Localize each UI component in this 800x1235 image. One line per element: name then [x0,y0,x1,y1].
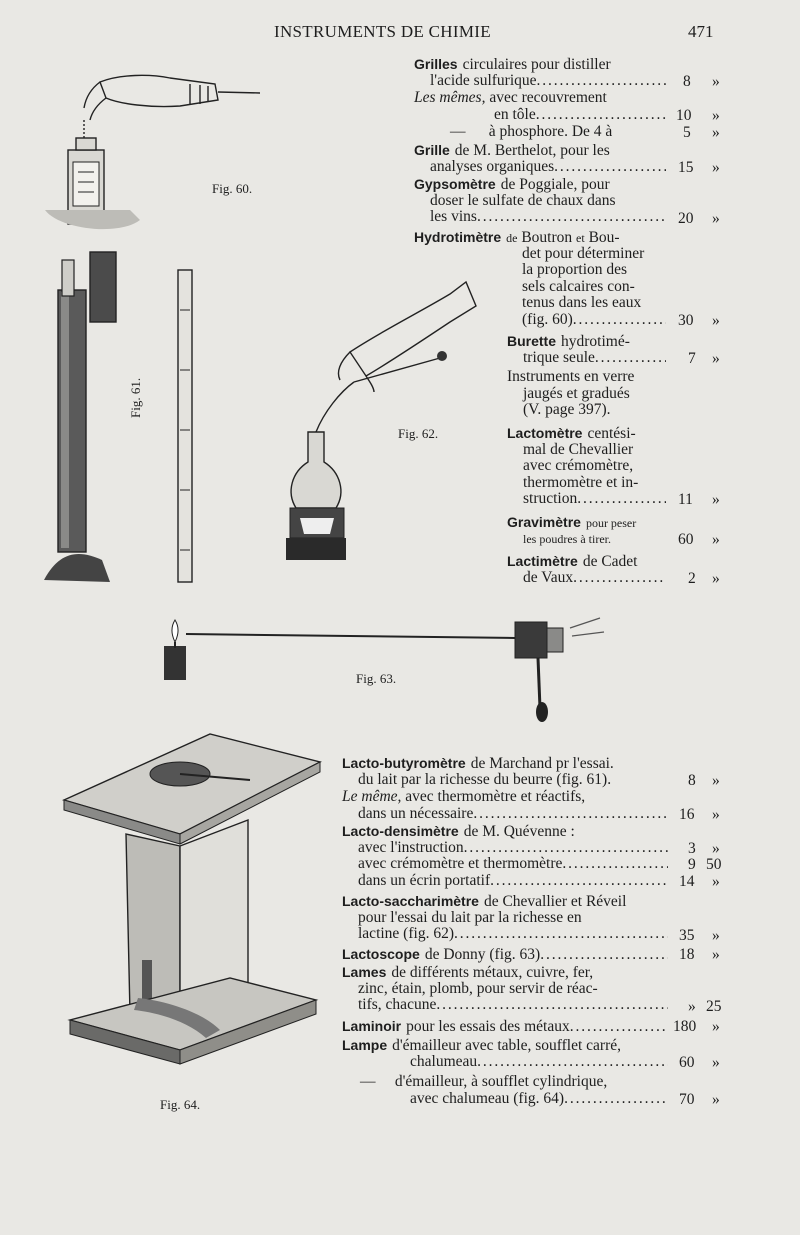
entry-text: avec thermomètre et réactifs, [405,788,586,805]
entry-gravimetre [507,514,667,547]
entry-text: la proportion des [522,261,628,278]
fig-64-label: Fig. 64. [160,1097,201,1112]
price: 14 [679,873,695,890]
entry-text: (V. page 397). [523,401,611,418]
term: Lacto-densimètre [342,823,459,839]
entry-text: Boutron [521,229,573,246]
entry-text: chalumeau [410,1052,478,1070]
entry-text: Bou- [588,229,620,246]
entry-text: de Poggiale, pour [500,176,610,193]
entry-text: lactine (fig. 62) [358,925,454,942]
entry-text: trique seule [523,348,595,366]
price-unit: » [712,873,720,890]
fig-63-label: Fig. 63. [356,671,397,686]
entry-laminoir [342,1018,668,1035]
entry-text: analyses organiques [430,157,555,175]
price-unit: » [712,1091,720,1108]
entry-grille-berthelot [414,142,666,175]
entry-lactimetre [507,553,666,586]
entry-text: les vins [430,208,477,225]
entry-grilles [414,56,666,89]
price: 15 [678,159,694,176]
price-unit: » [712,1054,720,1071]
entry-text: du lait par la richesse du beurre (fig. 61). [358,770,612,788]
entry-text: sels calcaires con- [522,277,635,295]
entry-text: de M. Berthelot, pour les [454,142,610,159]
entry-text: d'émailleur avec table, soufflet carré, [392,1037,621,1054]
entry-text: l'acide sulfurique [430,71,537,89]
fig-61-illustration [40,250,220,590]
term: Lames [342,964,387,980]
entry-text: Les mêmes, [414,89,486,106]
entry-saccharimetre [342,893,668,943]
entry-text: de Vaux [523,568,574,586]
price: 11 [678,491,693,508]
entry-text: pour l'essai du lait par la richesse en [358,908,582,926]
term: Lampe [342,1037,388,1053]
term: Gypsomètre [414,176,496,192]
term: Lactoscope [342,946,420,962]
price-unit: » [712,570,720,587]
entry-text: en tôle [494,105,536,123]
entry-text: à phosphore. De 4 à [488,123,613,140]
fig-62-label: Fig. 62. [398,426,439,441]
price-unit: » [712,350,720,367]
entry-text: centési- [587,425,636,442]
price: 8 [683,73,691,90]
entry-text: det pour déterminer [522,244,645,262]
price-unit: » [712,73,720,90]
price-unit: » [712,107,720,124]
entry-lactometre [507,425,666,508]
fig-63-illustration [160,608,620,728]
price-unit: » [712,927,720,944]
entry-text: avec recouvrement [489,89,607,106]
price: 30 [678,312,694,329]
entry-text: zinc, étain, plomb, pour servir de réac- [358,979,598,997]
entry-text: Instruments en verre [507,368,635,385]
price-unit: » [712,772,720,789]
page-header [0,22,800,46]
price: 2 [688,570,696,587]
entry-lactoscope [342,946,668,963]
price: » [688,998,696,1015]
entry-text: tenus dans les eaux [522,294,642,311]
term: Burette [507,333,557,349]
price: 3 [688,840,696,857]
price: 16 [679,806,695,823]
entry-text: hydrotimé- [561,333,630,350]
entry-lampe [342,1037,668,1070]
entry-text: struction [523,490,578,507]
entry-text: les poudres à tirer. [523,531,611,546]
term: Grille [414,142,450,158]
entry-text: de Chevallier et Réveil [483,893,627,910]
fig-60-illustration [40,60,260,240]
entry-text: pour peser [585,516,637,530]
price: 8 [688,772,696,789]
entry-text: de Marchand pr l'essai. [470,755,614,772]
price-unit: » [712,946,720,963]
entry-text: de Cadet [582,553,638,570]
entry-text: de M. Quévenne : [463,823,575,840]
entry-text: avec l'instruction [358,838,464,856]
price: 18 [679,946,695,963]
entry-text: jaugés et gradués [523,384,630,402]
price-unit: » [712,124,720,141]
price: 5 [683,124,691,141]
entry-phosphore [450,124,666,141]
page-title: INSTRUMENTS DE CHIMIE [274,22,491,41]
entry-text: de [506,231,518,245]
entry-text: avec chalumeau (fig. 64) [410,1089,565,1107]
entry-text: dans un nécessaire [358,804,474,822]
entry-lampe-2 [360,1074,668,1107]
price: 60 [679,1054,695,1071]
entry-text: avec crémomètre, [523,457,634,474]
price-unit: » [712,210,720,227]
entry-lames [342,964,668,1014]
price: 60 [678,531,694,548]
price-unit: » [712,840,720,857]
entry-hydrotimetre [414,229,666,328]
price-unit: » [712,491,720,508]
entry-text: de Donny (fig. 63) [424,946,541,963]
entry-text: et [576,231,585,245]
entry-text: Le même, [342,788,402,805]
entry-text: tifs, chacune [358,996,437,1013]
entry-instruments [507,369,667,419]
term: Laminoir [342,1018,402,1034]
price: 10 [676,107,692,124]
term: Gravimètre [507,514,581,530]
price: 9 [688,856,696,873]
fig-64-illustration [30,730,350,1075]
price: 20 [678,210,694,227]
fig-61-label: Fig. 61. [128,377,143,418]
dash: — [360,1073,376,1090]
price-unit: » [712,806,720,823]
entry-butyrometre [342,755,668,788]
price-unit: » [712,1018,720,1035]
entry-text: mal de Chevallier [523,440,634,458]
term: Lacto-saccharimètre [342,893,479,909]
entry-text: doser le sulfate de chaux dans [430,191,616,209]
price: 35 [679,927,695,944]
price: 70 [679,1091,695,1108]
entry-text: pour les essais des métaux [406,1018,570,1035]
price: 180 [673,1018,697,1035]
entry-text: d'émailleur, à soufflet cylindrique, [394,1073,608,1090]
price-unit: 25 [706,998,722,1015]
entry-text: circulaires pour distiller [462,56,611,73]
entry-text: thermomètre et in- [523,473,639,491]
term: Hydrotimètre [414,229,502,245]
entry-gypsometre [414,176,666,226]
price-unit: 50 [706,856,722,873]
dash: — [450,123,466,140]
entry-le-meme [342,789,668,822]
term: Lactomètre [507,425,583,441]
entry-text: (fig. 60) [522,310,573,328]
entry-text: de différents métaux, cuivre, fer, [391,964,594,981]
term: Grilles [414,56,458,72]
price-unit: » [712,312,720,329]
price-unit: » [712,531,720,548]
entry-densimetre [342,823,668,889]
entry-text: dans un écrin portatif [358,871,491,889]
term: Lactimètre [507,553,578,569]
price: 7 [688,350,696,367]
entry-burette [507,333,666,366]
entry-memes [414,90,666,123]
page-number: 471 [688,22,714,41]
fig-60-label: Fig. 60. [212,181,253,196]
entry-text: avec crémomètre et thermomètre [358,855,563,872]
term: Lacto-butyromètre [342,755,466,771]
price-unit: » [712,159,720,176]
